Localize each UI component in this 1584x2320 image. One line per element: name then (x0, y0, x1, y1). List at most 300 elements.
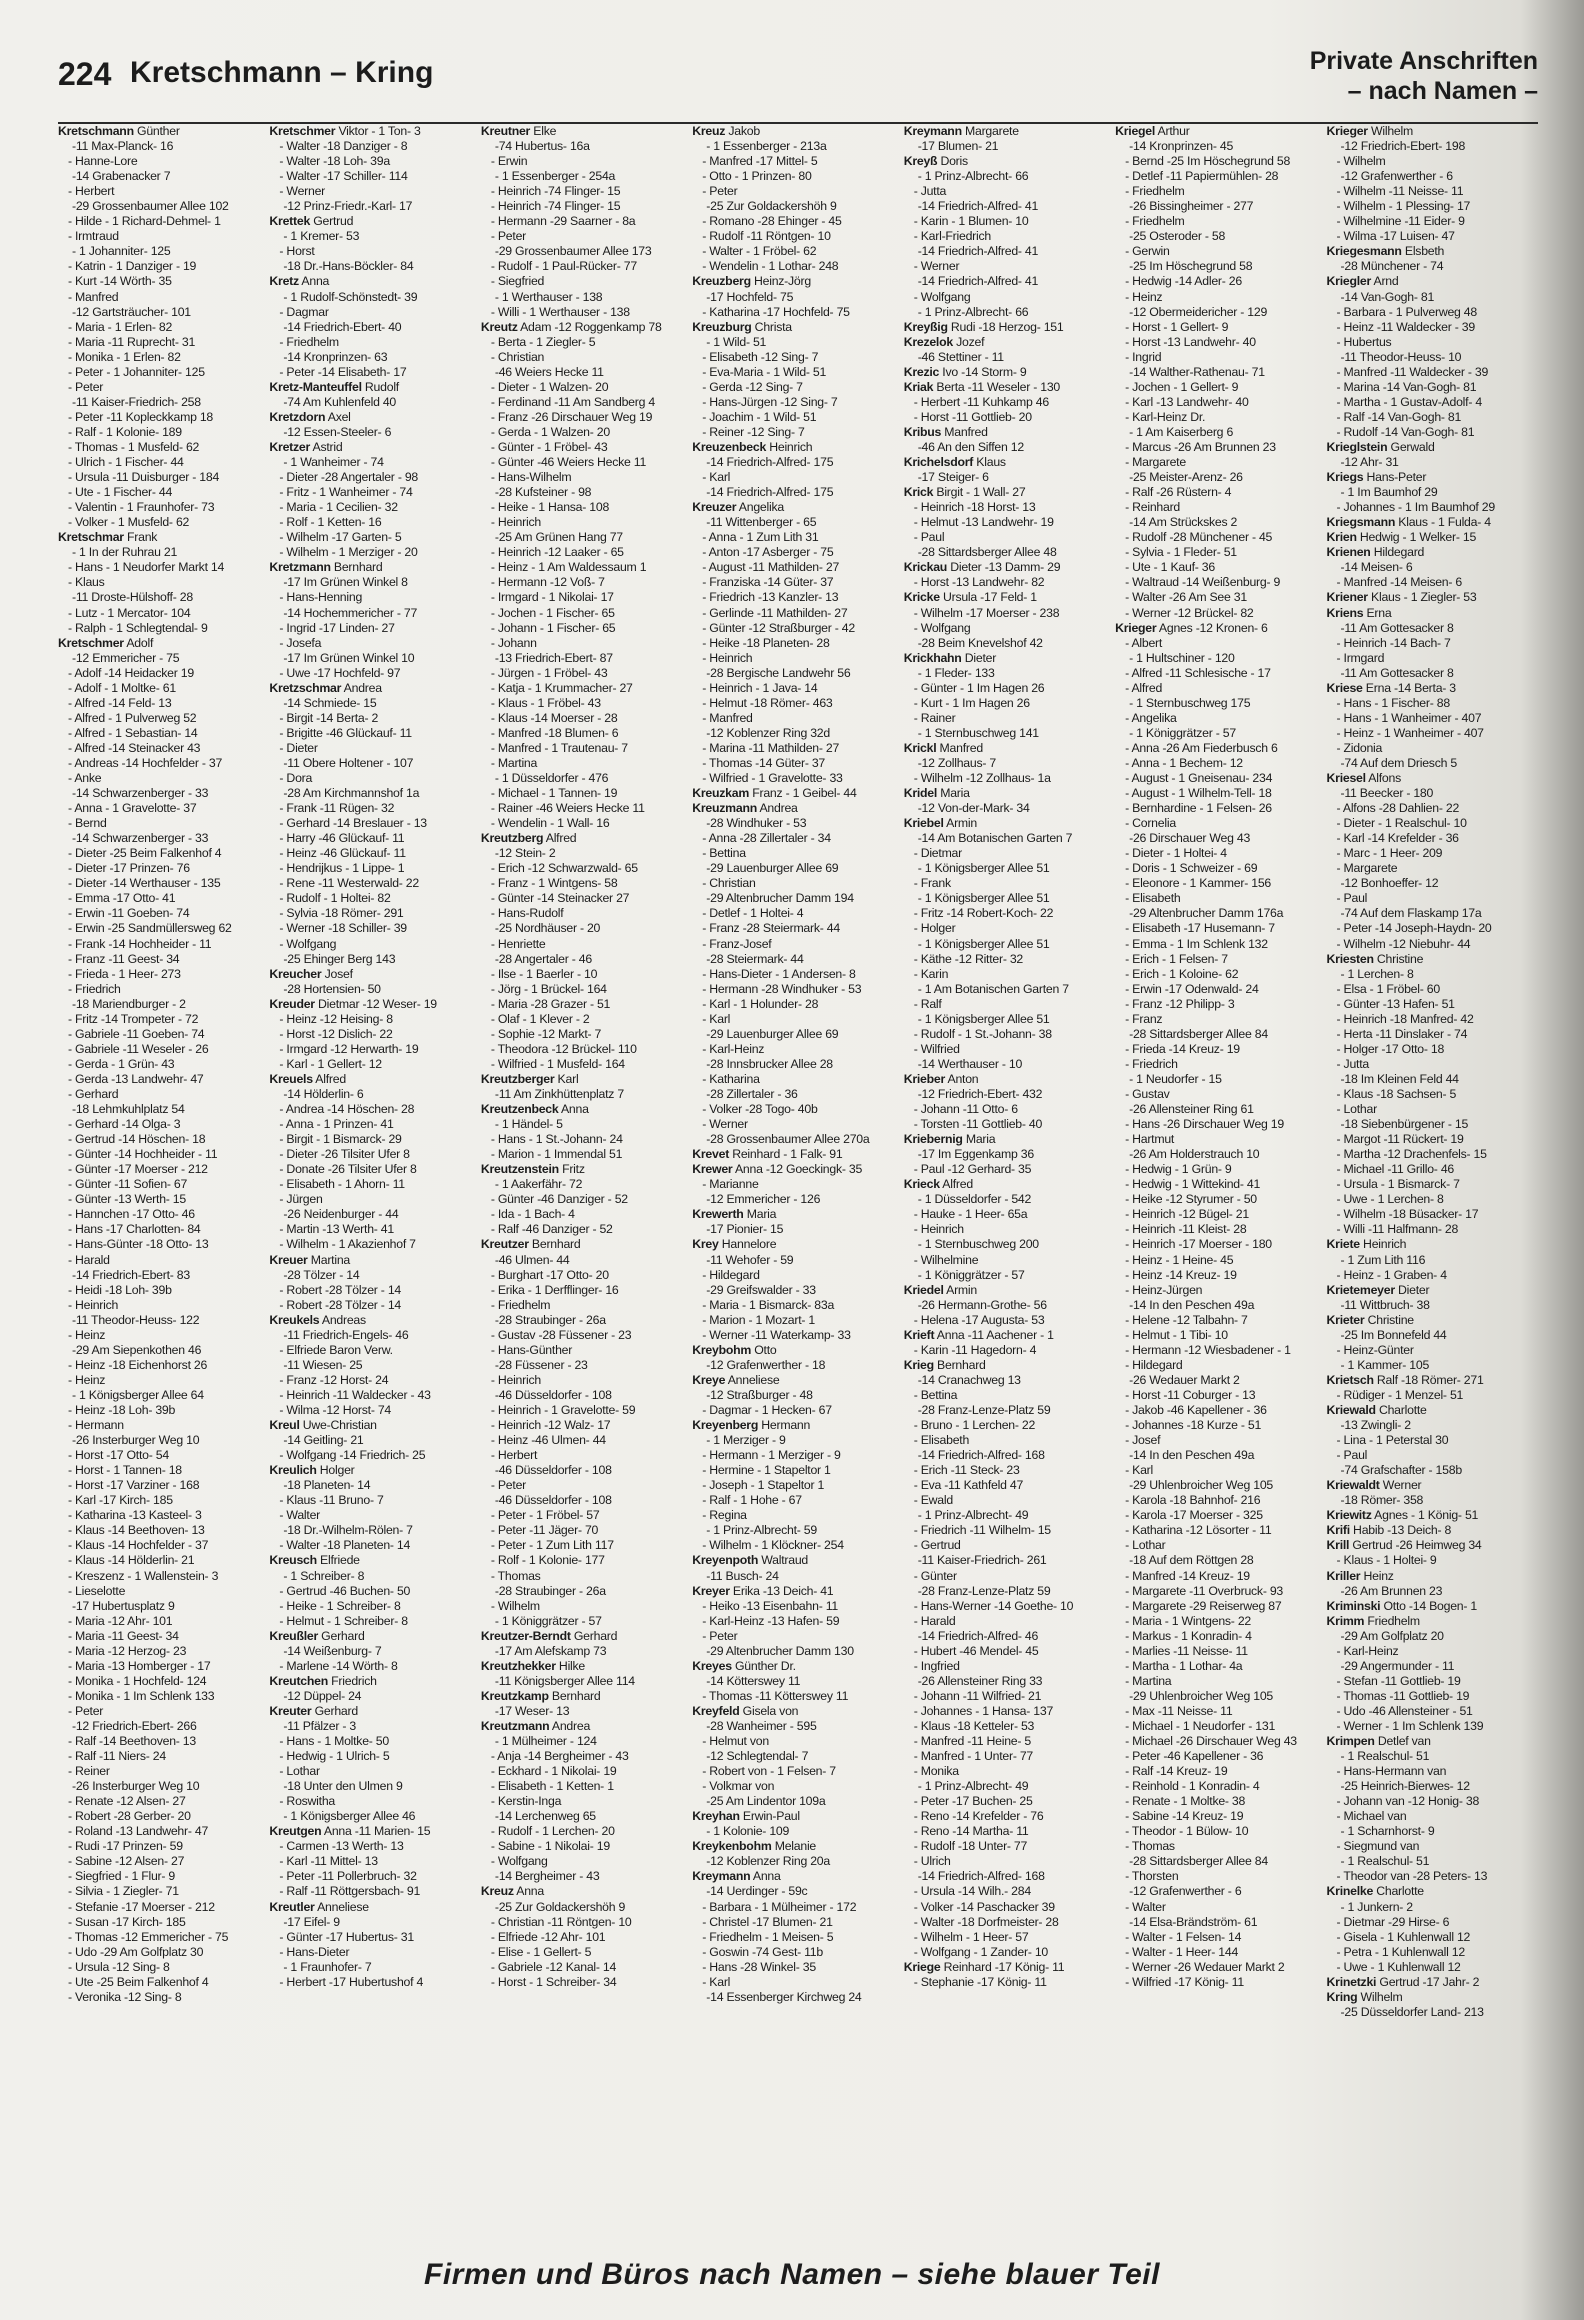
entry-detail: Agnes - 1 König- 51 (1371, 1508, 1479, 1523)
person-entry: - Ralf -46 Danziger - 52 (490, 1222, 613, 1237)
entry-detail: Bernhard (330, 560, 383, 575)
entry-detail: Anneliese (725, 1372, 780, 1387)
person-entry: - Karl-Heinz -13 Hafen- 59 (702, 1613, 840, 1628)
address-line: -14 Geitling- 21 (283, 1433, 364, 1448)
entry-detail: Charlotte (1375, 1402, 1427, 1417)
listing-column (58, 124, 267, 2254)
surname: Kretzschmar (269, 680, 342, 695)
person-entry: - Silvia - 1 Ziegler- 71 (68, 1884, 179, 1899)
entry-detail: Wilhelm (1367, 124, 1413, 138)
surname-entry (692, 1839, 901, 1854)
person-entry: - Thomas -14 Güter- 37 (702, 755, 826, 770)
entry-detail: Waltraud (758, 1553, 809, 1568)
person-entry: - Wilfried - 1 Gravelotte- 33 (702, 771, 843, 786)
person-entry: - Herbert -11 Kuhkamp 46 (913, 394, 1049, 409)
address-line: -29 Lauenburger Allee 69 (706, 861, 839, 876)
person-entry: - Volker - 1 Musfeld- 62 (68, 515, 190, 530)
person-entry: - Holger (913, 921, 956, 936)
person-entry: - Günter -17 Hubertus- 31 (279, 1929, 414, 1944)
surname-entry (904, 651, 1113, 666)
address-line: -29 Grossenbaumer Allee 102 (72, 199, 229, 214)
person-entry: - Gustav (1125, 1087, 1170, 1101)
listing-column (692, 124, 901, 2254)
surname-entry (269, 214, 478, 229)
person-entry: - Hans-Wilhelm (490, 470, 572, 485)
person-entry: - Werner -26 Wedauer Markt 2 (1125, 1959, 1285, 1974)
person-entry: - August - 1 Gneisenau- 234 (1125, 771, 1273, 786)
person-entry: - Heinz - 1 Wanheimer - 407 (1336, 725, 1484, 740)
person-entry: - Hans-Günter -18 Otto- 13 (68, 1237, 209, 1252)
person-entry: - Ralf - 1 Kolonie- 189 (68, 424, 182, 439)
person-entry: - August - 1 Wilhelm-Tell- 18 (1125, 786, 1272, 801)
person-entry: - Martina (490, 755, 538, 770)
address-line: -14 Schmiede- 15 (283, 695, 377, 710)
person-entry: - Wolfgang -14 Friedrich- 25 (279, 1448, 426, 1463)
surname: Kreul (269, 1418, 300, 1433)
person-entry: - Franz (1125, 1011, 1163, 1026)
person-entry: - Lothar (1125, 1538, 1166, 1553)
address-line: -26 Bissingheimer - 277 (1129, 199, 1254, 214)
person-entry: - Alfred -14 Feld- 13 (68, 695, 172, 710)
address-line: -12 Prinz-Friedr.-Karl- 17 (283, 199, 413, 214)
person-entry: - Heinz-Jürgen (1125, 1282, 1203, 1297)
person-entry: - Manfred -14 Kreuz- 19 (1125, 1568, 1250, 1583)
surname: Kreyenpoth (692, 1553, 759, 1568)
person-entry: - Eva -11 Kathfeld 47 (913, 1478, 1024, 1493)
address-line: -14 Am Strückskes 2 (1129, 515, 1238, 530)
person-entry: - Brigitte -46 Glückauf- 11 (279, 725, 412, 740)
person-entry: - Margarete (1336, 861, 1398, 876)
person-entry: - Peter (702, 184, 738, 199)
entry-detail: Charlotte (1373, 1884, 1424, 1899)
person-entry: - Hanne-Lore (68, 154, 138, 169)
person-entry: - Hermann -12 Wiesbadener - 1 (1125, 1342, 1291, 1357)
surname: Krewerth (692, 1207, 744, 1222)
person-entry: - Karola -17 Moerser - 325 (1125, 1508, 1263, 1523)
person-entry: - Ralf -26 Rüstern- 4 (1125, 485, 1232, 500)
surname-entry (269, 380, 478, 395)
address-line: - 1 Königsberger Allee 46 (283, 1809, 416, 1824)
surname: Krieter (1326, 1312, 1365, 1327)
address-line: -28 Franz-Lenze-Platz 59 (917, 1583, 1051, 1598)
person-entry: - Manfred (702, 710, 753, 725)
person-entry: - Ralf -11 Niers- 24 (68, 1749, 166, 1764)
surname: Kreutz (480, 319, 518, 334)
surname-entry (481, 1629, 690, 1644)
person-entry: - Max -11 Neisse- 11 (1125, 1703, 1233, 1718)
person-entry: - Johann van -12 Honig- 38 (1336, 1794, 1480, 1809)
person-entry: - Wilhelm - 1 Merziger - 20 (279, 545, 418, 560)
person-entry: - Margarete -11 Overbruck- 93 (1125, 1583, 1284, 1598)
person-entry: - Wilhelm -11 Neisse- 11 (1336, 184, 1464, 199)
person-entry: - Werner (913, 259, 960, 274)
entry-detail: Friedrich (327, 1673, 377, 1688)
surname-entry (269, 1900, 478, 1915)
person-entry: - Robert -28 Tölzer - 14 (279, 1282, 401, 1297)
person-entry: - Klaus -14 Hölderlin- 21 (68, 1553, 195, 1568)
person-entry: - Bettina (913, 1387, 958, 1402)
person-entry: - Robert -28 Gerber- 20 (68, 1809, 191, 1824)
person-entry: - Michael van (1336, 1809, 1407, 1824)
surname-entry (692, 1343, 901, 1358)
person-entry: - Rolf - 1 Kolonie- 177 (490, 1553, 605, 1568)
person-entry: - Klaus -11 Bruno- 7 (279, 1493, 384, 1508)
person-entry: - Horst - 1 Schreiber- 34 (490, 1974, 617, 1989)
address-line: -14 Friedrich-Alfred- 41 (917, 244, 1039, 259)
person-entry: - Maria -11 Geest- 34 (68, 1628, 179, 1643)
entry-detail: Reinhard - 1 Falk- 91 (729, 1147, 843, 1162)
entry-detail: Bernhard (548, 1688, 601, 1703)
person-entry: - Robert -28 Tölzer - 14 (279, 1297, 401, 1312)
person-entry: - Veronika -12 Sing- 8 (68, 1989, 182, 2004)
surname-entry (1327, 1734, 1536, 1749)
address-line: -14 Kötterswey 11 (706, 1673, 801, 1688)
address-line: -12 Koblenzer Ring 20a (706, 1854, 830, 1869)
address-line: -12 Koblenzer Ring 32d (706, 725, 830, 740)
person-entry: - Andreas -14 Hochfelder - 37 (68, 755, 223, 770)
address-line: -25 Heinrich-Bierwes- 12 (1340, 1779, 1470, 1794)
person-entry: - Heinrich (490, 515, 541, 530)
person-entry: - Christian (702, 876, 756, 891)
person-entry: - Michael -11 Grillo- 46 (1336, 1162, 1454, 1177)
surname-entry (1327, 590, 1536, 605)
address-line: - 1 Königgrätzer - 57 (494, 1613, 602, 1628)
person-entry: - Marion - 1 Immendal 51 (490, 1147, 623, 1162)
address-line: -18 Planeten- 14 (283, 1478, 371, 1493)
address-line: -18 Im Kleinen Feld 44 (1340, 1071, 1459, 1086)
surname-entry (1327, 1599, 1536, 1614)
person-entry: - Horst -11 Coburger - 13 (1125, 1387, 1256, 1402)
person-entry: - Wolfgang (279, 936, 337, 951)
entry-detail: Armin (943, 1282, 977, 1297)
surname-entry (481, 124, 690, 139)
surname: Kridel (903, 786, 938, 801)
address-line: -14 Kronprinzen- 45 (1129, 139, 1234, 154)
surname: Kreutzenstein (480, 1162, 559, 1177)
person-entry: - Henriette (490, 936, 546, 951)
surname: Kreymann (903, 124, 962, 138)
person-entry: - Anton -17 Asberger - 75 (702, 545, 834, 560)
surname: Kreulich (269, 1463, 317, 1478)
entry-detail: Dietmar -12 Weser- 19 (314, 996, 437, 1011)
entry-detail: Anna (750, 1869, 781, 1884)
surname-entry (904, 425, 1113, 440)
address-line: -26 Neidenburger - 44 (283, 1207, 399, 1222)
person-entry: - Martha - 1 Gustav-Adolf- 4 (1336, 394, 1482, 409)
person-entry: - Heike - 1 Hansa- 108 (490, 500, 610, 515)
person-entry: - Monika - 1 Hochfeld- 124 (68, 1673, 207, 1688)
person-entry: - Rudi -17 Prinzen- 59 (68, 1839, 183, 1854)
address-line: -46 Ulmen- 44 (494, 1252, 570, 1267)
person-entry: - Frieda - 1 Heer- 273 (68, 966, 181, 981)
surname-entry (481, 1102, 690, 1117)
person-entry: - Gisela - 1 Kuhlenwall 12 (1336, 1929, 1471, 1944)
person-entry: - Erich -12 Schwarzwald- 65 (490, 861, 638, 876)
listing-column (269, 124, 478, 2254)
address-line: - 1 Königgrätzer - 57 (917, 1267, 1025, 1282)
address-line: -17 Steiger- 6 (917, 470, 989, 485)
surname: Kreutzer-Berndt (480, 1628, 571, 1643)
person-entry: - Joseph - 1 Stapeltor 1 (702, 1478, 825, 1493)
person-entry: - Wolfgang - 1 Zander- 10 (913, 1944, 1049, 1959)
surname: Kreyfeld (692, 1703, 740, 1718)
surname-entry (1327, 1478, 1536, 1493)
surname-entry (692, 1162, 901, 1177)
address-line: - 1 Prinz-Albrecht- 59 (706, 1523, 817, 1538)
person-entry: - Heinrich (702, 650, 753, 665)
person-entry: - Katharina -17 Hochfeld- 75 (702, 304, 850, 319)
person-entry: - Hans - 1 Wanheimer - 407 (1336, 710, 1482, 725)
address-line: -46 An den Siffen 12 (917, 439, 1024, 454)
entry-detail: Maria (962, 1132, 996, 1147)
address-line: - 1 Düsseldorfer - 542 (917, 1192, 1032, 1207)
person-entry: - Heinrich -18 Horst- 13 (913, 500, 1036, 515)
person-entry: - Heinz -46 Glückauf- 11 (279, 846, 406, 861)
person-entry: - Volker -14 Paschacker 39 (913, 1899, 1055, 1914)
person-entry: - Anna - 1 Zum Lith 31 (702, 530, 819, 545)
entry-detail: Rudi -18 Herzog- 151 (947, 319, 1064, 334)
address-line: -17 Am Alefskamp 73 (494, 1643, 607, 1658)
person-entry: - Katharina (702, 1071, 760, 1086)
person-entry: - Bernhardine - 1 Felsen- 26 (1125, 801, 1272, 816)
person-entry: - Walter - 1 Felsen- 14 (1125, 1929, 1242, 1944)
person-entry: - Reinhard (1125, 500, 1181, 515)
listing-columns (58, 124, 1538, 2254)
person-entry: - Peter -14 Elisabeth- 17 (279, 364, 407, 379)
person-entry: - Werner -18 Schiller- 39 (279, 921, 407, 936)
person-entry: - Walter - 1 Heer- 144 (1125, 1944, 1239, 1959)
entry-detail: Holger (316, 1463, 355, 1478)
surname: Kriewaldt (1326, 1478, 1380, 1493)
person-entry: - Horst -17 Varziner - 168 (68, 1478, 200, 1493)
surname: Krietsch (1326, 1372, 1374, 1387)
person-entry: - Maria - 1 Bismarck- 83a (702, 1297, 835, 1312)
surname-entry (58, 124, 267, 139)
address-line: - 1 In der Ruhrau 21 (72, 545, 178, 560)
surname: Kriebernig (903, 1132, 963, 1147)
person-entry: - Hans-Hermann van (1336, 1764, 1447, 1779)
surname: Kriesel (1326, 771, 1366, 786)
person-entry: - Elisabeth -17 Husemann- 7 (1125, 921, 1275, 936)
surname-entry (269, 681, 478, 696)
surname-entry (692, 786, 901, 801)
person-entry: - Udo -29 Am Golfplatz 30 (68, 1944, 204, 1959)
surname-entry (481, 1237, 690, 1252)
person-entry: - Ulrich (913, 1854, 951, 1869)
address-line: -28 Wanheimer - 595 (706, 1718, 817, 1733)
entry-detail: Heinz (1360, 1568, 1394, 1583)
address-line: -14 Walther-Rathenau- 71 (1129, 364, 1265, 379)
person-entry: - Gerhard -14 Breslauer - 13 (279, 816, 427, 831)
address-line: -12 Schlegtendal- 7 (706, 1749, 809, 1764)
surname: Kreuz (692, 124, 726, 138)
person-entry: - Bruno - 1 Lerchen- 22 (913, 1418, 1036, 1433)
person-entry: - Jürgen - 1 Fröbel- 43 (490, 665, 608, 680)
address-line: -26 Dirschauer Weg 43 (1129, 831, 1251, 846)
person-entry: - Manfred -14 Meisen- 6 (1336, 575, 1463, 590)
person-entry: - Karl-Heinz (702, 1041, 765, 1056)
surname: Kring (1326, 1989, 1358, 2004)
entry-detail: Alfons (1365, 771, 1401, 786)
entry-detail: Günther (133, 124, 180, 138)
surname: Kreutzer (480, 1237, 529, 1252)
entry-detail: Elfriede (316, 1553, 360, 1568)
entry-detail: Gertrud (310, 214, 354, 229)
address-line: -11 Max-Planck- 16 (72, 139, 174, 154)
person-entry: - Werner -12 Brückel- 82 (1125, 605, 1254, 620)
surname: Kreutzhekker (480, 1658, 556, 1673)
surname-entry (481, 1659, 690, 1674)
person-entry: - Theodor van -28 Peters- 13 (1336, 1869, 1488, 1884)
person-entry: - Alfred - 1 Pulverweg 52 (68, 710, 197, 725)
address-line: - 1 Im Baumhof 29 (1340, 485, 1438, 500)
person-entry: - Alfred -14 Steinacker 43 (68, 740, 201, 755)
person-entry: - Hermann -29 Saarner - 8a (490, 214, 636, 229)
person-entry: - Otto - 1 Prinzen- 80 (702, 169, 812, 184)
address-line: - 1 Mülheimer - 124 (494, 1734, 597, 1749)
person-entry: - Heinz-Günter (1336, 1342, 1414, 1357)
person-entry: - Helmut von (702, 1734, 769, 1749)
person-entry: - Günter -11 Sofien- 67 (68, 1177, 188, 1192)
person-entry: - Paul (913, 530, 945, 545)
entry-detail: Agnes -12 Kronen- 6 (1156, 620, 1268, 635)
person-entry: - Heinz -12 Heising- 8 (279, 1011, 393, 1026)
entry-detail: Uwe-Christian (299, 1418, 377, 1433)
surname: Kriegler (1326, 274, 1372, 289)
address-line: - 1 Wanheimer - 74 (283, 455, 384, 470)
entry-detail: Martina (307, 1252, 350, 1267)
person-entry: - Hildegard (1125, 1357, 1183, 1372)
person-entry: - Harry -46 Glückauf- 11 (279, 831, 405, 846)
address-line: -46 Weiers Hecke 11 (494, 364, 604, 379)
person-entry: - Siegfried - 1 Flur- 9 (68, 1869, 176, 1884)
surname: Krimm (1326, 1613, 1365, 1628)
person-entry: - Friedrich (1125, 1056, 1178, 1071)
address-line: -12 Obermeidericher - 129 (1129, 304, 1268, 319)
entry-detail: Gerwald (1387, 439, 1435, 454)
person-entry: - Birgit - 1 Bismarck- 29 (279, 1132, 402, 1147)
address-line: -25 Am Grünen Hang 77 (494, 530, 623, 545)
person-entry: - Hauke - 1 Heer- 65a (913, 1207, 1028, 1222)
address-line: -14 Friedrich-Alfred- 168 (917, 1869, 1045, 1884)
address-line: -25 Zur Goldackershöh 9 (706, 199, 837, 214)
person-entry: - Karl (702, 1974, 731, 1989)
surname: Kreyhan (692, 1809, 740, 1824)
person-entry: - Johann -11 Otto- 6 (913, 1102, 1018, 1117)
person-entry: - Dieter -28 Angertaler - 98 (279, 470, 419, 485)
person-entry: - Kurt -14 Wörth- 35 (68, 274, 172, 289)
person-entry: - Wilhelm -18 Büsacker- 17 (1336, 1207, 1479, 1222)
person-entry: - Erwin -17 Odenwald- 24 (1125, 981, 1259, 996)
person-entry: - Hans-Henning (279, 590, 363, 605)
surname-entry (1327, 1313, 1536, 1328)
person-entry: - Alfred - 1 Sebastian- 14 (68, 725, 198, 740)
address-line: -12 Zollhaus- 7 (917, 755, 996, 770)
person-entry: - Martin -13 Werth- 41 (279, 1222, 394, 1237)
person-entry: - Maria - 1 Erlen- 82 (68, 319, 173, 334)
person-entry: - Dieter -26 Tilsiter Ufer 8 (279, 1147, 410, 1162)
person-entry: - Marina -11 Mathilden- 27 (702, 740, 840, 755)
person-entry: - Angelika (1125, 710, 1177, 725)
surname: Kreyßig (903, 319, 948, 334)
surname: Kreucher (269, 966, 322, 981)
address-line: -74 Grafschafter - 158b (1340, 1463, 1462, 1478)
entry-detail: Wilhelm (1357, 1989, 1403, 2004)
person-entry: - Horst -13 Landwehr- 82 (913, 575, 1045, 590)
person-entry: - Franz -12 Philipp- 3 (1125, 996, 1235, 1011)
person-entry: - Hans - 1 Fischer- 88 (1336, 695, 1450, 710)
person-entry: - Heinrich - 1 Gravelotte- 59 (490, 1402, 636, 1417)
person-entry: - Marlene -14 Wörth- 8 (279, 1658, 398, 1673)
person-entry: - Peter (68, 1703, 104, 1718)
person-entry: - Ralf -11 Röttgersbach- 91 (279, 1884, 421, 1899)
person-entry: - Manfred -18 Blumen- 6 (490, 725, 619, 740)
address-line: - 1 Königsberger Allee 51 (917, 936, 1050, 951)
entry-detail: Adam -12 Roggenkamp 78 (517, 319, 662, 334)
person-entry: - Jochen - 1 Gellert- 9 (1125, 379, 1239, 394)
surname: Kribus (903, 424, 942, 439)
person-entry: - Lina - 1 Peterstal 30 (1336, 1433, 1449, 1448)
person-entry: - Petra - 1 Kuhlenwall 12 (1336, 1944, 1465, 1959)
person-entry: - Alfred (1125, 680, 1163, 695)
address-line: - 1 Rudolf-Schönstedt- 39 (283, 289, 418, 304)
person-entry: - Wolfgang (913, 620, 971, 635)
person-entry: - Volkmar von (702, 1779, 775, 1794)
entry-detail: Alfred (543, 831, 577, 846)
listing-column (481, 124, 690, 2254)
entry-detail: Erika -13 Deich- 41 (729, 1583, 834, 1598)
surname-entry (692, 500, 901, 515)
surname: Kriegesmann (1326, 244, 1402, 259)
surname: Krieger (1115, 620, 1157, 635)
person-entry: - Friedrich (68, 981, 121, 996)
surname: Kreutzmann (480, 1718, 550, 1733)
address-line: -29 Uhlenbroicher Weg 105 (1129, 1688, 1274, 1703)
address-line: -14 Kronprinzen- 63 (283, 349, 388, 364)
address-line: -29 Am Siepenkothen 46 (72, 1342, 202, 1357)
person-entry: - Walter -18 Danziger - 8 (279, 139, 408, 154)
surname-entry (904, 816, 1113, 831)
person-entry: - Robert von - 1 Felsen- 7 (702, 1764, 836, 1779)
entry-detail: Arnd (1371, 274, 1399, 289)
person-entry: - Horst - 1 Tannen- 18 (68, 1463, 182, 1478)
address-line: -12 Grafenwerther - 18 (706, 1357, 826, 1372)
entry-detail: Gisela von (739, 1703, 799, 1718)
person-entry: - Gerda -12 Sing- 7 (702, 379, 803, 394)
person-entry: - Maria -28 Grazer - 51 (490, 996, 611, 1011)
address-line: -11 Kaiser-Friedrich- 258 (72, 394, 201, 409)
surname: Krieger (1326, 124, 1368, 138)
person-entry: - Gerwin (1125, 244, 1170, 259)
address-line: -26 Am Brunnen 23 (1340, 1583, 1443, 1598)
surname: Krickl (903, 740, 937, 755)
person-entry: - Fritz -14 Trompeter - 72 (68, 1011, 199, 1026)
surname: Krieck (903, 1177, 940, 1192)
surname: Kriewald (1326, 1402, 1376, 1417)
surname: Kreutler (269, 1899, 315, 1914)
person-entry: - Eleonore - 1 Kammer- 156 (1125, 876, 1272, 891)
person-entry: - Josefa (279, 635, 322, 650)
surname-entry (269, 1463, 478, 1478)
person-entry: - Wilfried (913, 1041, 960, 1056)
person-entry: - Hans -26 Dirschauer Weg 19 (1125, 1117, 1284, 1132)
person-entry: - Klaus -14 Moerser - 28 (490, 710, 618, 725)
person-entry: - Dieter -25 Beim Falkenhof 4 (68, 846, 222, 861)
person-entry: - Monika - 1 Erlen- 82 (68, 349, 181, 364)
address-line: -11 Friedrich-Engels- 46 (283, 1327, 409, 1342)
address-line: -12 Gartsträucher- 101 (72, 304, 191, 319)
person-entry: - Eckhard - 1 Nikolai- 19 (490, 1764, 617, 1779)
